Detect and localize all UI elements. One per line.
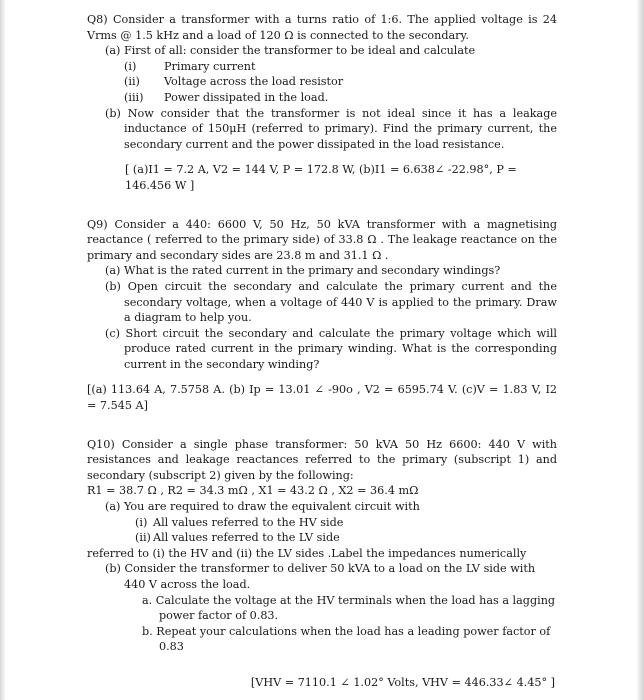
q10-part-a: (a) You are required to draw the equivalent circuit with [105, 500, 420, 514]
q8-a-item-num: (iii) [124, 90, 144, 104]
q8-part-b: (b) Now consider that the transformer is not ideal since it has a leakage inductance of 150μH (referred to primary). Find the primary current, the secondary current and the power dissipated in the load resistance. [105, 106, 557, 151]
q8-a-item [87, 90, 557, 106]
q8-a-item-num: (i) [124, 59, 137, 73]
q10-part-b: (b) Consider the transformer to deliver 50 kVA to a load on the LV side with 440 V across the load. [105, 562, 536, 591]
q10-answer: [VHV = 7110.1 ∠ 1.02° Volts, VHV = 446.33∠ 4.45° ] [250, 675, 555, 689]
q10-b-item-num: b. [142, 624, 153, 638]
q8-a-item [87, 59, 557, 75]
q8-a-item-text: Power dissipated in the load. [164, 90, 329, 104]
q9-stem: Q9) Consider a 440: 6600 V, 50 Hz, 50 kVA transformer with a magnetising reactance ( referred to the primary side) of 33.8 Ω . The leakage reactance on the primary and secondary sides are 23.8 m and 31.1 Ω . [87, 217, 557, 262]
q10-b-item [87, 593, 557, 624]
document-content [87, 12, 557, 691]
q9-answer: [(a) 113.64 A, 7.5758 A. (b) Ip = 13.01 ∠ -90o , V2 = 6595.74 V. (c)V = 1.83 V, I2 = 7.545 A] [87, 383, 557, 413]
q10-a-item-text: All values referred to the HV side [153, 515, 344, 529]
q9-part-c: (c) Short circuit the secondary and calculate the primary voltage which will produce rated current in the primary winding. What is the corresponding current in the secondary winding? [105, 326, 557, 371]
q8-a-item [87, 74, 557, 90]
page-edge-right [636, 0, 644, 700]
question-9 [87, 217, 557, 414]
q10-b-item [87, 624, 557, 655]
q10-a-item-text: All values referred to the LV side [153, 531, 340, 545]
q8-a-item-text: Primary current [164, 59, 256, 73]
q10-b-item-text: Repeat your calculations when the load has a leading power factor of 0.83 [156, 624, 551, 654]
q10-a-item-num: (ii) [135, 531, 151, 545]
q8-a-item-num: (ii) [124, 75, 140, 89]
q10-b-item-text: Calculate the voltage at the HV terminals when the load has a lagging power factor of 0.83. [155, 593, 556, 623]
q10-a-item [87, 515, 557, 531]
page-edge-left [0, 0, 6, 700]
question-10 [87, 437, 557, 691]
q10-parameters: R1 = 38.7 Ω , R2 = 34.3 mΩ , X1 = 43.2 Ω , X2 = 36.4 mΩ [87, 484, 419, 498]
q9-part-a: (a) What is the rated current in the primary and secondary windings? [105, 264, 501, 278]
q10-a-item-num: (i) [135, 515, 148, 529]
q8-stem: Q8) Consider a transformer with a turns ratio of 1:6. The applied voltage is 24 Vrms @ 1.5 kHz and a load of 120 Ω is connected to the secondary. [87, 13, 557, 42]
q9-part-b: (b) Open circuit the secondary and calculate the primary current and the secondary voltage, when a voltage of 440 V is applied to the primary. Draw a diagram to help you. [105, 279, 557, 325]
q10-a-item [87, 530, 557, 546]
q10-stem: Q10) Consider a single phase transformer: 50 kVA 50 Hz 6600: 440 V with resistances and leakage reactances referred to the primary (subscript 1) and secondary (subscript 2) given by the following: [87, 437, 557, 482]
q8-answer: [ (a)I1 = 7.2 A, V2 = 144 V, P = 172.8 W, (b)I1 = 6.638∠ -22.98°, P = 146.456 W ] [125, 163, 517, 192]
q8-part-a: (a) First of all: consider the transformer to be ideal and calculate [105, 44, 476, 58]
q10-b-item-num: a. [142, 593, 153, 607]
question-8 [87, 12, 557, 194]
q10-part-a-tail: referred to (i) the HV and (ii) the LV sides .Label the impedances numerically [87, 546, 527, 560]
q8-a-item-text: Voltage across the load resistor [164, 75, 344, 89]
